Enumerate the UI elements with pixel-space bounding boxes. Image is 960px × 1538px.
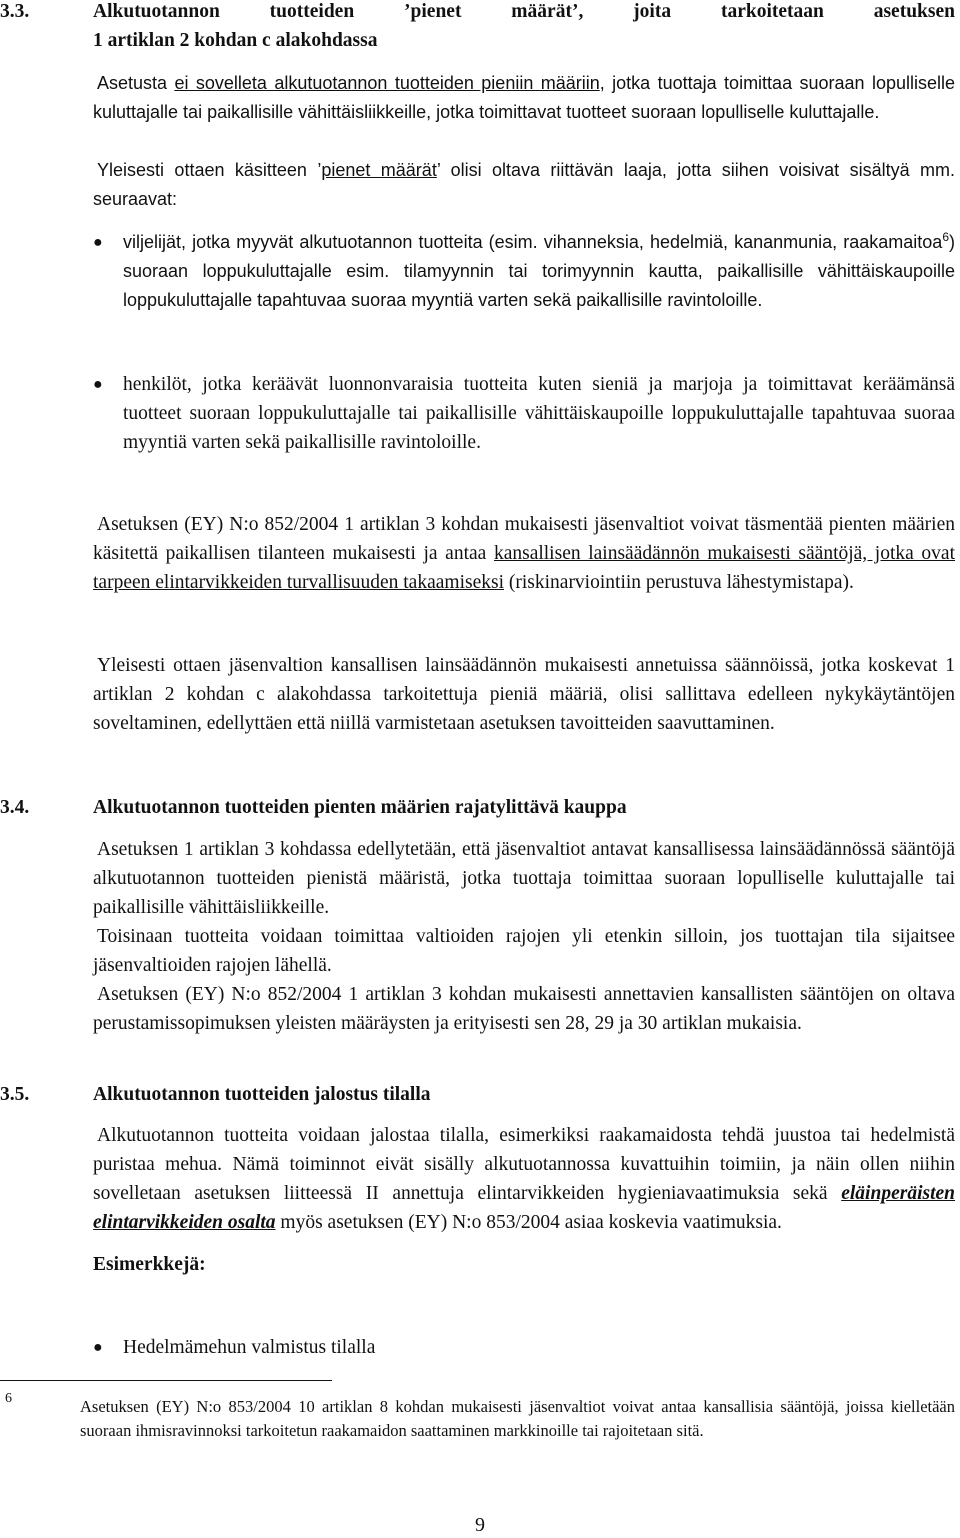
examples-heading: Esimerkkejä:: [93, 1254, 206, 1275]
list-item: [93, 1333, 955, 1362]
section-title-line-2: 1 artiklan 2 kohdan c alakohdassa: [93, 30, 378, 51]
list-item: [93, 228, 955, 315]
underlined-phrase: ei sovelleta alkutuotannon tuotteiden pieniin määriin: [174, 73, 600, 93]
section-heading-3-4: [0, 793, 955, 822]
section-number: 3.4.: [0, 797, 30, 818]
list-item-text: viljelijät, jotka myyvät alkutuotannon tuotteita (esim. vihanneksia, hedelmiä, kananmunia, raakamaitoa$^6$) suoraan loppukuluttajalle esim. tilamyynnin tai torimyynnin kautta, paikallisille vähittäiskaupoille loppukuluttajalle tapahtuvaa suoraa myyntiä varten sekä paikallisille ravintoloille.: [123, 230, 955, 310]
paragraph-3-3-4: Yleisesti ottaen jäsenvaltion kansallisen lainsäädännön mukaisesti annetuissa säännöissä, jotka koskevat 1 artiklan 2 kohdan c alakohdassa tarkoitettuja pieniä määriä, olisi sallittava edelleen nykykäytäntöjen soveltaminen, edellyttäen että niillä varmistetaan asetuksen tavoitteiden saavuttaminen.: [93, 655, 955, 734]
paragraph-3-4-1: Asetuksen 1 artiklan 3 kohdassa edellytetään, että jäsenvaltiot antavat kansallisessa lainsäädännössä sääntöjä alkutuotannon tuotteiden pienistä määristä, jotka tuottaja toimittaa suoraan lopulliselle kuluttajalle tai paikallisille vähittäisliikkeille.: [93, 839, 955, 918]
section-number: 3.5.: [0, 1084, 30, 1105]
paragraph-3-3-3: Asetuksen (EY) N:o 852/2004 1 artiklan 3 kohdan mukaisesti jäsenvaltiot voivat täsmentää pienten määrien käsitettä paikallisen tilanteen mukaisesti ja antaa kansallisen lainsäädännön mukaisesti sääntöjä, jotka ovat tarpeen elintarvikkeiden turvallisuuden takaamiseksi (riskinarviointiin perustuva lähestymistapa).: [93, 514, 955, 593]
bullet-icon: ●: [93, 376, 103, 393]
paragraph-3-4-2: Toisinaan tuotteita voidaan toimittaa valtioiden rajojen yli etenkin silloin, jos tuottajan tila sijaitsee jäsenvaltioiden rajojen lähellä.: [93, 926, 955, 976]
section-title: Alkutuotannon tuotteiden pienten määrien rajatylittävä kauppa: [93, 797, 627, 818]
footnote-mark: 6: [5, 1391, 12, 1406]
underlined-phrase: kansallisen lainsäädännön mukaisesti sääntöjä, jotka ovat tarpeen elintarvikkeiden turvallisuuden takaamiseksi: [93, 543, 955, 593]
section-heading-3-3: [0, 0, 955, 55]
section-title-line-1: Alkutuotannon tuotteiden ’pienet määrät’, joita tarkoitetaan asetuksen: [93, 1, 955, 22]
list-item-text: Hedelmämehun valmistus tilalla: [123, 1337, 376, 1358]
section-heading-3-5: [0, 1080, 955, 1109]
paragraph-3-4-3: Asetuksen (EY) N:o 852/2004 1 artiklan 3 kohdan mukaisesti annettavien kansallisten sääntöjen on oltava perustamissopimuksen yleisten määräysten ja erityisesti sen 28, 29 ja 30 artiklan mukaisia.: [93, 984, 955, 1034]
bullet-icon: ●: [93, 234, 103, 251]
paragraph-3-3-2: Yleisesti ottaen käsitteen ’pienet määrät’ olisi oltava riittävän laaja, jotta siihen voisivat sisältyä mm. seuraavat:: [93, 160, 955, 209]
emphasized-phrase: eläinperäisten elintarvikkeiden osalta: [93, 1183, 955, 1233]
footnote-divider: [0, 1380, 332, 1381]
footnote-text: Asetuksen (EY) N:o 853/2004 10 artiklan 8 kohdan mukaisesti jäsenvaltiot voivat antaa kansallisia sääntöjä, joissa kielletään suoraan ihmisravinnoksi tarkoitetun raakamaidon saattaminen markkinoille tai rajoitetaan sitä.: [80, 1397, 955, 1440]
section-title: Alkutuotannon tuotteiden jalostus tilalla: [93, 1084, 431, 1105]
bullet-icon: ●: [93, 1339, 103, 1356]
paragraph-3-5-1: Alkutuotannon tuotteita voidaan jalostaa tilalla, esimerkiksi raakamaidosta tehdä juustoa tai hedelmistä puristaa mehua. Nämä toiminnot eivät sisälly alkutuotannossa kuvattuihin toimiin, ja näin ollen niihin sovelletaan asetuksen liitteessä II annettuja elintarvikkeiden hygieniavaatimuksia sekä eläinperäisten elintarvikkeiden osalta myös asetuksen (EY) N:o 853/2004 asiaa koskevia vaatimuksia.: [93, 1125, 955, 1233]
list-item-text: henkilöt, jotka keräävät luonnonvaraisia tuotteita kuten sieniä ja marjoja ja toimittavat keräämänsä tuotteet suoraan loppukuluttajalle tai paikallisille vähittäiskaupoille loppukuluttajalle tapahtuvaa suoraa myyntiä varten sekä paikallisille ravintoloille.: [123, 374, 955, 453]
list-item: [93, 370, 955, 457]
page-number: 9: [475, 1514, 485, 1536]
footnote-reference: 6: [942, 230, 949, 244]
underlined-phrase: pienet määrät: [321, 160, 437, 180]
paragraph-3-3-1: Asetusta ei sovelleta alkutuotannon tuotteiden pieniin määriin, jotka tuottaja toimittaa suoraan lopulliselle kuluttajalle tai paikallisille vähittäisliikkeille, jotka toimittavat tuotteet suoraan lopulliselle kuluttajalle.: [93, 73, 955, 122]
section-number: 3.3.: [0, 1, 30, 22]
